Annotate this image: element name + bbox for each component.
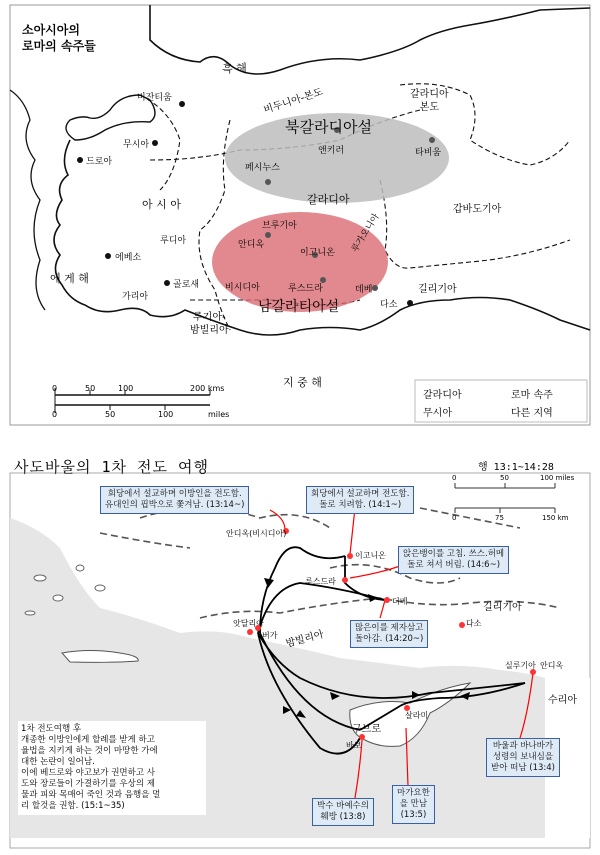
- legend-row1-b: 로마 속주: [511, 390, 553, 401]
- note2-line1: 회당에서 설교하며 전도함.: [311, 489, 410, 499]
- black-sea-coast: [150, 5, 590, 74]
- note6-line2: 을 만남: [399, 799, 428, 809]
- label-galatia-pontus: [410, 88, 449, 114]
- m2-label-tarsus: 다소: [466, 619, 482, 628]
- km-tick-50: 50: [85, 384, 96, 393]
- m2-km-75: 75: [495, 514, 504, 522]
- legend-row1-a: 갈라디아: [423, 390, 462, 401]
- note7-line1: 박수 바예수의: [317, 801, 369, 811]
- border-cappadocia: [380, 180, 570, 268]
- km-tick-100: 100: [118, 384, 134, 393]
- note4-line2: 돌아감. (14:20~): [355, 634, 424, 644]
- label-lydia: 루디아: [160, 236, 187, 246]
- note7-line2: 훼방 (13:8): [320, 812, 366, 822]
- m2-label-pamphylia: 밤빌리아: [284, 629, 325, 650]
- label-lycia-2: 밤빌리아: [190, 325, 229, 336]
- box-line-4: 대한 논란이 일어남.: [21, 757, 95, 767]
- m2-label-paphos: 바보: [346, 741, 362, 750]
- note-john-mark: [392, 785, 435, 824]
- map1-title: [22, 22, 96, 54]
- map2-title: 사도바울의 1차 전도 여행: [14, 458, 210, 476]
- note-pisidian-antioch: [100, 486, 249, 514]
- box-line-7: 물과 피와 목매어 죽인 것과 음행을 멀: [21, 790, 161, 800]
- m2-label-perga: 버가: [262, 631, 278, 640]
- label-derbe: 데베: [355, 285, 373, 295]
- note5-line2: 성령의 보내심을: [492, 752, 554, 762]
- legend-row2-b: 다른 지역: [511, 408, 553, 419]
- m2-label-attalia: 앗달리아: [233, 619, 264, 628]
- map1-title-line1: 소아시아의: [22, 23, 80, 37]
- tavium-dot: [429, 137, 435, 143]
- label-phrygia: 브루기아: [262, 221, 297, 231]
- label-iconium: 이고니온: [300, 248, 335, 258]
- label-south-galatia: 남갈라티아설: [258, 299, 340, 315]
- m2-km-0: 0: [452, 514, 457, 522]
- label-mysia: 무시아: [123, 140, 150, 150]
- m2-label-cyprus: 구브로: [352, 724, 381, 735]
- label-north-galatia: 북갈라디아설: [285, 118, 372, 136]
- m2-label-derbe: 더베: [392, 597, 408, 606]
- note1-line2: 유대인의 핍박으로 쫓겨남. (13:14~): [105, 500, 245, 510]
- box-line-1: 1차 전도여행 후: [21, 724, 82, 734]
- label-pisidia: 비시디아: [225, 283, 260, 293]
- border-asia: [199, 120, 230, 330]
- m2-mile-0: 0: [452, 474, 457, 482]
- label-tarsus: 다소: [380, 300, 398, 310]
- m2-label-iconium: 이고니온: [355, 551, 386, 560]
- byzantium-dot: [179, 101, 185, 107]
- map2-reference: 행 13:1~14:28: [478, 462, 554, 473]
- note-lystra: [398, 546, 509, 574]
- box-line-6: 도와 장로들이 가결하기를 우상의 제: [21, 779, 155, 789]
- label-antioch: 안디옥: [238, 240, 265, 250]
- label-caria: 가리아: [122, 292, 149, 302]
- ephesus-dot: [105, 253, 111, 259]
- m2-label-syria: 수리아: [548, 695, 577, 706]
- note6-line1: 마가요한: [397, 788, 430, 798]
- label-byzantium: 비잔티움: [137, 93, 172, 103]
- troas-dot: [77, 157, 83, 163]
- m2-mile-100: 100 miles: [540, 474, 575, 482]
- box-line-2: 개종한 이방인에게 할례를 받게 하고: [21, 735, 155, 745]
- label-ancyra: 앤키러: [318, 146, 345, 156]
- mile-tick-50: 50: [105, 410, 116, 419]
- jerusalem-council-note: [18, 721, 206, 815]
- greek-coast: [10, 90, 45, 310]
- note5-line3: 받아 떠남 (13:4): [491, 763, 555, 773]
- mile-tick-0: 0: [52, 410, 58, 419]
- m2-label-lystra: 루스드라: [305, 577, 336, 586]
- m2-label-salamis: 살라미: [405, 711, 429, 720]
- label-cappadocia: 갑바도기아: [453, 204, 502, 215]
- mile-tick-unit: miles: [208, 410, 230, 419]
- label-lycaonia: 루가오니아: [350, 212, 382, 255]
- derbe-dot: [372, 285, 378, 291]
- note6-line3: (13:5): [400, 810, 427, 820]
- mysia-dot: [152, 140, 158, 146]
- m2-label-pisidian-antioch: 안디옥(비시디아): [226, 529, 287, 538]
- box-line-8: 리 할것을 권함. (15:1~35): [21, 801, 125, 811]
- map-first-missionary-journey: [0, 448, 600, 855]
- m2-km-150: 150 km: [542, 514, 569, 522]
- box-line-5: 이에 베드로와 야고보가 권면하고 사: [21, 768, 155, 778]
- note3-line2: 돌로 쳐서 버림. (14:6~): [407, 560, 501, 570]
- tarsus-dot: [407, 300, 413, 306]
- label-bithynia: 비두니아-본도: [262, 86, 325, 117]
- note-iconium: [306, 486, 414, 514]
- m2-mile-50: 50: [500, 474, 509, 482]
- label-galatia-pontus-1: 갈라디아: [410, 89, 449, 100]
- label-colossae: 골로새: [173, 280, 200, 290]
- legend-row2-a: 무시아: [423, 408, 452, 419]
- note1-line1: 회당에서 설교하며 이방인을 전도함.: [107, 489, 242, 499]
- antioch-dot: [265, 232, 271, 238]
- m2-label-cilicia: 길리기아: [483, 602, 522, 613]
- label-asia: 아 시 아: [142, 198, 181, 211]
- colossae-dot: [164, 280, 170, 286]
- note4-line1: 많은이를 제자삼고: [355, 623, 424, 633]
- m2-label-antioch: 안디옥: [540, 661, 564, 670]
- label-black-sea: 흑 해: [222, 62, 247, 75]
- note2-line2: 돌로 치려함. (14:1~): [319, 500, 402, 510]
- note-departure: [486, 738, 560, 777]
- note-bar-jesus: [312, 798, 374, 826]
- label-lycia-1: 루기아-: [193, 312, 226, 323]
- label-lystra: 루스드라: [288, 284, 323, 294]
- km-tick-0: 0: [52, 384, 58, 393]
- label-tavium: 타비움: [415, 148, 442, 158]
- note-derbe: [350, 620, 428, 648]
- note5-line1: 바울과 바나바가: [492, 741, 554, 751]
- note3-line1: 앉은뱅이를 고침. 쓰스.허메: [403, 549, 505, 559]
- label-mediterranean: 지 중 해: [283, 376, 322, 389]
- label-lycia-pamphylia: [190, 311, 229, 337]
- label-aegean: 에 게 해: [50, 272, 89, 285]
- box-line-3: 율법을 지키게 하는 것이 마땅한 가에: [21, 746, 158, 756]
- map1-title-line2: 로마의 속주들: [22, 39, 96, 53]
- mile-tick-100: 100: [158, 410, 174, 419]
- label-cilicia: 길리기아: [418, 284, 457, 295]
- label-galatia: 갈라디아: [307, 193, 350, 206]
- label-ephesus: 에베소: [115, 253, 142, 263]
- pessinus-dot: [265, 179, 271, 185]
- label-galatia-pontus-2: 본도: [419, 102, 439, 113]
- label-troas: 드로아: [86, 157, 113, 167]
- km-tick-200: 200 kms: [190, 384, 225, 393]
- m2-label-seleucia: 실루기아: [505, 661, 536, 670]
- label-pessinus: 페시누스: [245, 163, 280, 173]
